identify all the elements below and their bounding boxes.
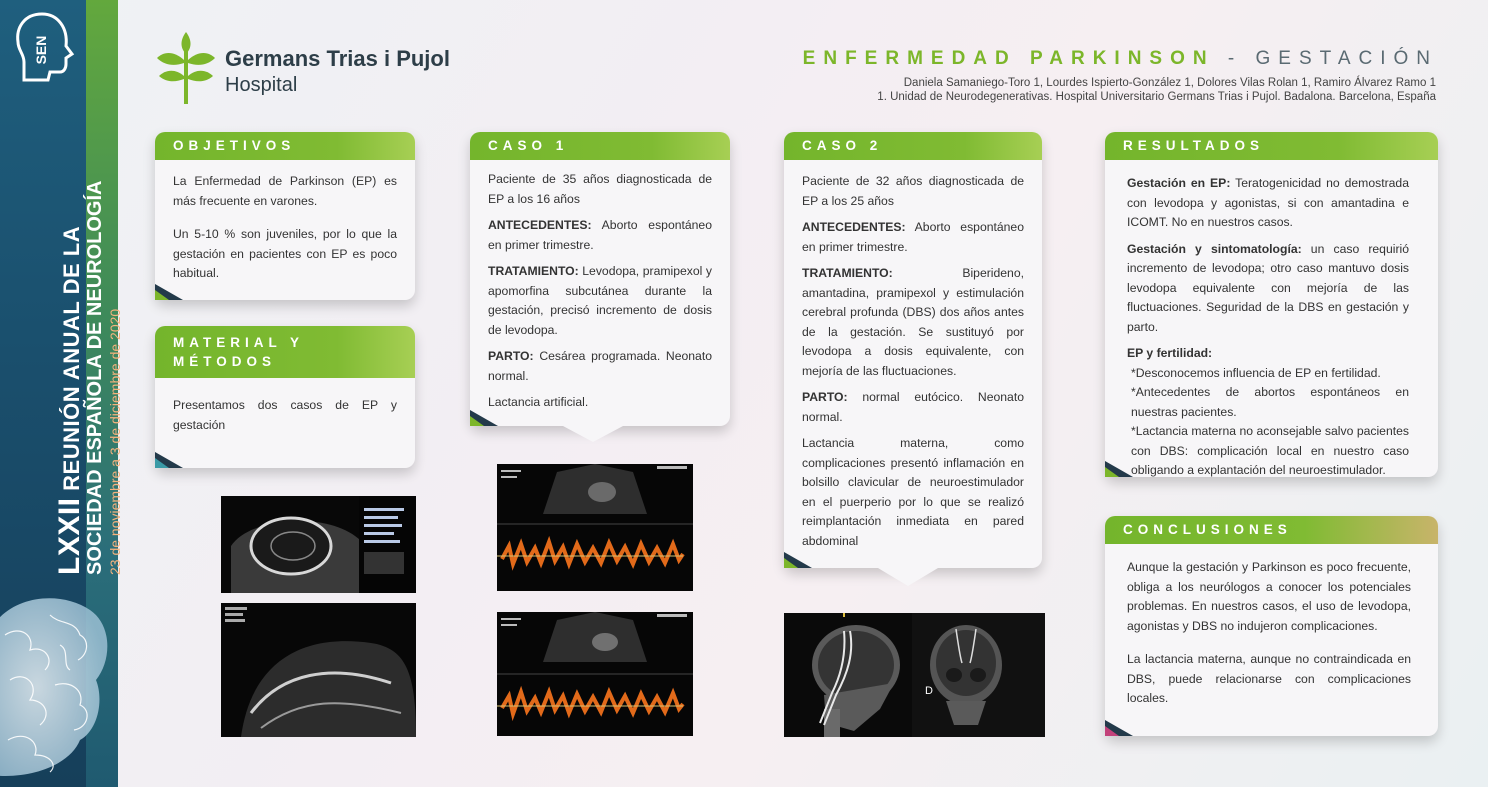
resultados-f1: *Desconocemos influencia de EP en fertilidad. <box>1131 365 1381 380</box>
card-corner-icon <box>784 552 812 568</box>
caso1-header: CASO 1 <box>470 132 730 160</box>
resultados-card <box>1105 132 1438 477</box>
title-sub: GESTACIÓN <box>1255 48 1438 69</box>
caso1-lactancia: Lactancia artificial. <box>488 395 589 409</box>
caso2-header: CASO 2 <box>784 132 1042 160</box>
objetivos-header: OBJETIVOS <box>155 132 415 160</box>
doppler-waveform-icon <box>497 464 693 591</box>
hospital-subtitle: Hospital <box>225 74 298 96</box>
affiliation: 1. Unidad de Neurodegenerativas. Hospital Universitario Germans Trias i Pujol. Badalona. Barcelona, España <box>877 91 1436 103</box>
card-corner-icon <box>155 452 183 468</box>
conclusiones-body <box>1127 558 1411 716</box>
doppler-ultrasound-image-2 <box>497 612 693 736</box>
resultados-gestacion: Gestación en EP: Teratogenicidad no demostrada con levodopa y agonistas, si con amantadina e ICOMT. No en nuestros casos. <box>1127 176 1409 229</box>
conference-edition: LXXII <box>53 497 86 575</box>
resultados-fertilidad-label: EP y fertilidad: <box>1127 346 1213 360</box>
material-header-line2: MÉTODOS <box>173 354 277 369</box>
objetivos-card <box>155 132 415 300</box>
conclusiones-p2: La lactancia materna, aunque no contraindicada en DBS, puede relacionarse con complicaciones locales. <box>1127 652 1411 705</box>
sen-logo-icon <box>12 10 78 86</box>
objetivos-body <box>173 172 397 291</box>
material-body <box>173 396 397 442</box>
resultados-body <box>1127 174 1409 481</box>
conclusiones-header: CONCLUSIONES <box>1105 516 1438 544</box>
caso2-tratamiento: TRATAMIENTO: Biperideno, amantadina, pramipexol y estimulación cerebral profunda (DBS) dos años antes de la gestación. Se sustituyó por levodopa a dosis equivalente, con mejoría de las fluctuaciones. <box>802 266 1024 378</box>
conclusiones-card <box>1105 516 1438 736</box>
caso2-antecedentes: ANTECEDENTES: Aborto espontáneo en primer trimestre. <box>802 220 1024 254</box>
conference-sidebar <box>0 0 123 787</box>
conference-line2: SOCIEDAD ESPAÑOLA DE NEUROLOGÍA <box>84 180 106 575</box>
material-header <box>155 326 415 378</box>
authors-list: Daniela Samaniego-Toro 1, Lourdes Ispierto-González 1, Dolores Vilas Rolan 1, Ramiro Álvarez Ramo 1 <box>903 77 1436 89</box>
authors-block <box>877 76 1436 104</box>
caso1-pointer <box>563 426 623 442</box>
caso1-card <box>470 132 730 426</box>
card-corner-icon <box>470 410 498 426</box>
title-separator: - <box>1214 48 1256 69</box>
caso2-parto: PARTO: normal eutócico. Neonato normal. <box>802 390 1024 424</box>
caso1-antecedentes: ANTECEDENTES: Aborto espontáneo en primer trimestre. <box>488 218 712 252</box>
dbs-xray-image <box>784 613 1045 737</box>
resultados-header: RESULTADOS <box>1105 132 1438 160</box>
material-card <box>155 326 415 468</box>
card-corner-icon <box>1105 461 1133 477</box>
poster-title <box>803 48 1438 70</box>
caso1-parto: PARTO: Cesárea programada. Neonato normal. <box>488 349 712 383</box>
caso2-lactancia: Lactancia materna, como complicaciones presentó inflamación en bolsillo clavicular de neuroestimulador en el puerperio por lo que se realizó reimplantación inmediata en pared abdominal <box>802 436 1024 548</box>
conference-title <box>53 180 124 575</box>
caso2-body <box>802 172 1024 558</box>
xray-label: D <box>925 685 933 697</box>
fetal-ultrasound-image-1 <box>221 496 416 593</box>
card-corner-icon <box>155 284 183 300</box>
conference-dates: 23 de noviembre a 3 de diciembre de 2020 <box>107 308 123 575</box>
caso2-pointer <box>878 568 938 586</box>
resultados-sintomatologia: Gestación y sintomatología: un caso requirió incremento de levodopa; otro caso mantuvo dosis levodopa equivalente con mejoría de las fluctuaciones. Seguridad de la DBS en gestación y parto. <box>1127 241 1409 334</box>
card-corner-icon <box>1105 720 1133 736</box>
caso1-body <box>488 170 712 420</box>
title-main: ENFERMEDAD PARKINSON <box>802 48 1215 69</box>
material-header-line1: MATERIAL Y <box>173 335 305 350</box>
caso2-intro: Paciente de 32 años diagnosticada de EP a los 25 años <box>802 174 1024 208</box>
conclusiones-p1: Aunque la gestación y Parkinson es poco frecuente, obliga a los neurólogos a conocer los potenciales problemas. En nuestros casos, el uso de levodopa, agonistas y DBS no indujeron complicaciones. <box>1127 560 1411 633</box>
resultados-f3: *Lactancia materna no aconsejable salvo pacientes con DBS: complicación local en nuestro caso obligando a explantación del neuroestimulador. <box>1131 424 1409 477</box>
ultrasound-head-icon <box>221 496 416 593</box>
leaf-sprout-icon <box>155 30 217 106</box>
conference-line1: REUNIÓN ANUAL DE LA <box>59 225 84 491</box>
skull-xray-icon <box>784 613 1045 737</box>
caso2-card <box>784 132 1042 568</box>
sen-logo-text: SEN <box>33 35 49 65</box>
fetal-ultrasound-image-2 <box>221 603 416 737</box>
hospital-logo <box>155 30 475 108</box>
resultados-f2: *Antecedentes de abortos espontáneos en nuestras pacientes. <box>1131 385 1409 419</box>
caso1-intro: Paciente de 35 años diagnosticada de EP a los 16 años <box>488 172 712 206</box>
material-p1: Presentamos dos casos de EP y gestación <box>173 398 397 432</box>
hospital-name: Germans Trias i Pujol <box>225 46 450 71</box>
caso1-tratamiento: TRATAMIENTO: Levodopa, pramipexol y apomorfina subcutánea durante la gestación, precisó incremento de dosis de levodopa. <box>488 264 712 337</box>
brain-illustration-icon <box>0 590 118 787</box>
objetivos-p2: Un 5-10 % son juveniles, por lo que la gestación en pacientes con EP es poco habitual. <box>173 227 397 280</box>
doppler-ultrasound-image-1 <box>497 464 693 591</box>
ultrasound-body-icon <box>221 603 416 737</box>
doppler-waveform-icon <box>497 612 693 736</box>
objetivos-p1: La Enfermedad de Parkinson (EP) es más frecuente en varones. <box>173 174 397 208</box>
